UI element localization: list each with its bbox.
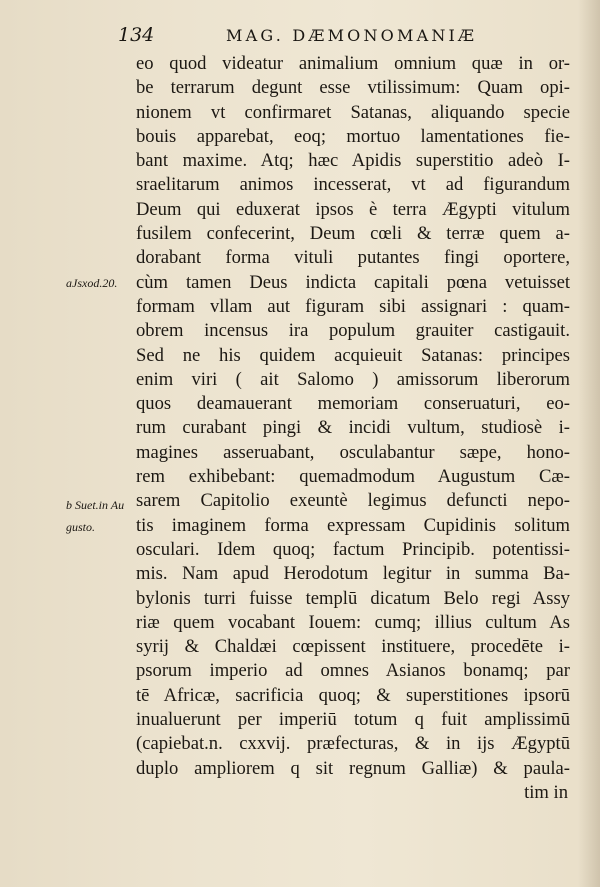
text-line: bant maxime. Atq; hæc Apidis superstitio adeò I- — [136, 150, 570, 172]
text-line: dorabant forma vituli putantes fingi oportere, — [136, 247, 570, 269]
text-line: sarem Capitolio exeuntè legimus defuncti nepo- — [136, 490, 570, 512]
text-line: cùm tamen Deus indicta capitali pœna vetuisset — [136, 271, 570, 293]
page-edge-shadow — [578, 0, 600, 887]
text-line: Deum qui eduxerat ipsos è terra Ægypti vitulum — [136, 198, 570, 220]
text-line: rum curabant pingi & incidi vultum, studiosè i- — [136, 417, 570, 439]
text-line: (capiebat.n. cxxvij. præfecturas, & in ijs Ægyptū — [136, 733, 570, 755]
margin-note-suetonius-cont: gusto. — [66, 520, 96, 534]
text-line: Sed ne his quidem acquieuit Satanas: principes — [136, 344, 570, 366]
text-line: bouis apparebat, eoq; mortuo lamentationes fie- — [136, 125, 570, 147]
running-head: MAG. DÆMONOMANIÆ — [226, 26, 478, 45]
margin-note-suetonius: b Suet.in Au — [66, 498, 125, 512]
page-number: 134 — [118, 24, 155, 46]
text-line: inualuerunt per imperiū totum q fuit amplissimū — [136, 709, 570, 731]
text-line: enim viri ( ait Salomo ) amissorum liberorum — [136, 368, 570, 390]
text-line: fusilem confecerint, Deum cœli & terræ quem a- — [136, 223, 570, 245]
text-line: eo quod videatur animalium omnium quæ in or- — [136, 53, 570, 74]
text-line: tē Africæ, sacrificia quoq; & superstitiones ipsorū — [136, 684, 570, 706]
text-line: formam vllam aut figuram sibi assignari : quam- — [136, 295, 570, 317]
text-line: sraelitarum animos incesserat, vt ad figurandum — [136, 174, 570, 196]
text-line: magines asseruabant, osculabantur sæpe, hono- — [136, 441, 570, 463]
text-line: psorum imperio ad omnes Asianos bonamq; par — [136, 660, 570, 682]
text-line: rem exhibebant: quemadmodum Augustum Cæ- — [136, 466, 570, 488]
text-line: obrem incensus ira populum grauiter castigauit. — [136, 320, 570, 342]
body-text — [136, 52, 570, 805]
page-header — [118, 24, 568, 48]
text-line: osculari. Idem quoq; factum Principib. potentissi- — [136, 538, 570, 560]
text-line: be terrarum degunt esse vtilissimum: Quam opi- — [136, 77, 570, 99]
catchword: tim in — [524, 781, 568, 803]
text-line: duplo ampliorem q sit regnum Galliæ) & paula- — [136, 757, 570, 779]
text-line: tis imaginem forma expressam Cupidinis solitum — [136, 514, 570, 536]
text-line: bylonis turri fuisse templū dicatum Belo regi Assy — [136, 587, 570, 609]
text-line: syrij & Chaldæi cœpissent instituere, procedēte i- — [136, 636, 570, 658]
text-line: riæ quem vocabant Iouem: cumq; illius cultum As — [136, 611, 570, 633]
text-line: mis. Nam apud Herodotum legitur in summa Ba- — [136, 563, 570, 585]
margin-notes — [0, 0, 140, 887]
text-line: nionem vt confirmaret Satanas, aliquando specie — [136, 101, 570, 123]
text-line: quos deamauerant memoriam conseruaturi, eo- — [136, 393, 570, 415]
margin-note-exodus: aJsxod.20. — [66, 276, 118, 290]
